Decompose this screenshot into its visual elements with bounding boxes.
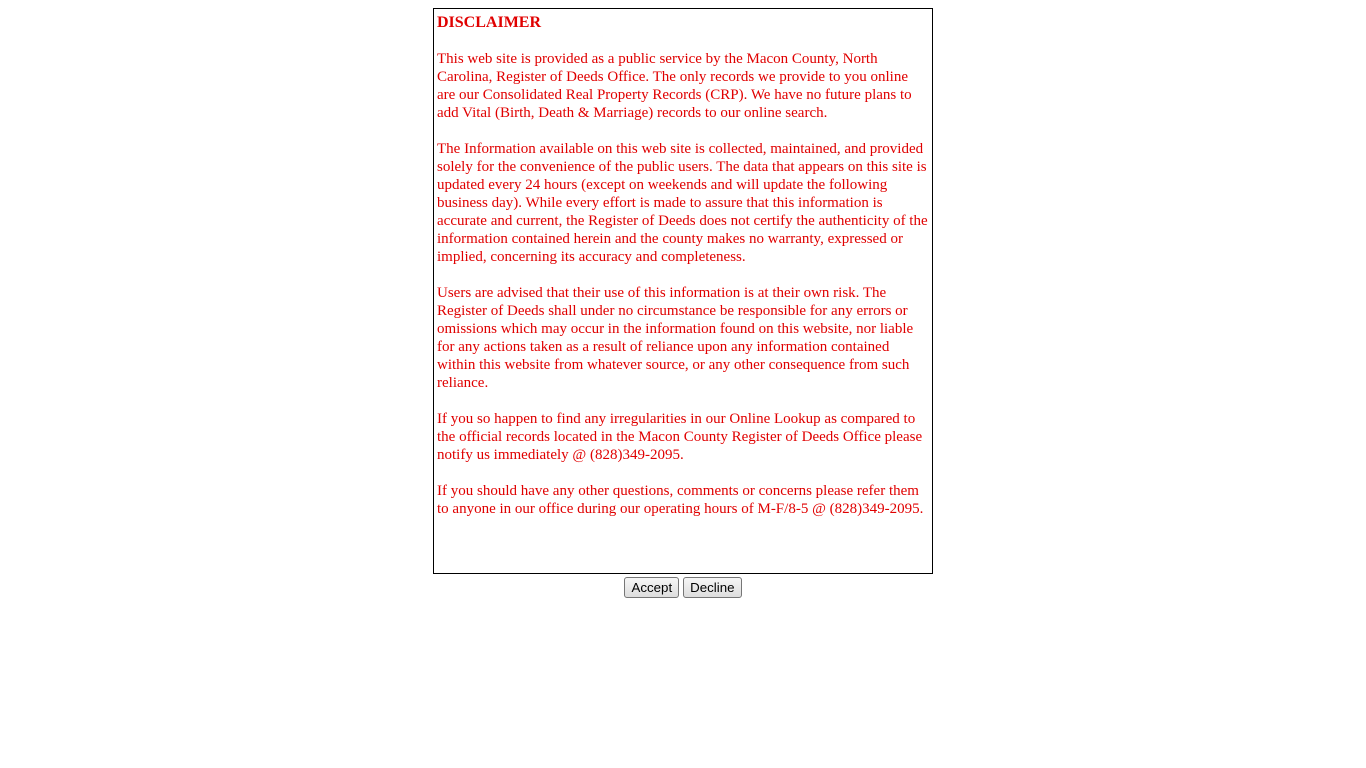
disclaimer-paragraph-information: The Information available on this web site is collected, maintained, and provided solely for the convenience of the public users. The data that appears on this site is updated every 24 hours (except on weekends and will update the following business day). While every effort is made to assure that this information is accurate and current, the Register of Deeds does not certify the authenticity of the information contained herein and the county makes no warranty, expressed or implied, concerning its accuracy and completeness. [437, 141, 928, 265]
disclaimer-panel [433, 8, 933, 574]
disclaimer-paragraph-questions: If you should have any other questions, comments or concerns please refer them to anyone in our office during our operating hours of M-F/8-5 @ (828)349-2095. [437, 483, 924, 517]
disclaimer-paragraph-risk: Users are advised that their use of this information is at their own risk. The Register of Deeds shall under no circumstance be responsible for any errors or omissions which may occur in the information found on this website, nor liable for any actions taken as a result of reliance upon any information contained within this website from whatever source, or any other consequence from such reliance. [437, 285, 914, 391]
decline-button[interactable]: Decline [683, 577, 741, 598]
disclaimer-title: DISCLAIMER [437, 14, 542, 31]
accept-button[interactable]: Accept [624, 577, 679, 598]
disclaimer-paragraph-service: This web site is provided as a public service by the Macon County, North Carolina, Register of Deeds Office. The only records we provide to you online are our Consolidated Real Property Records (CRP). We have no future plans to add Vital (Birth, Death & Marriage) records to our online search. [437, 51, 912, 121]
button-row [0, 577, 1366, 598]
disclaimer-paragraph-irregularities: If you so happen to find any irregularities in our Online Lookup as compared to the official records located in the Macon County Register of Deeds Office please notify us immediately @ (828)349-2095. [437, 411, 923, 463]
